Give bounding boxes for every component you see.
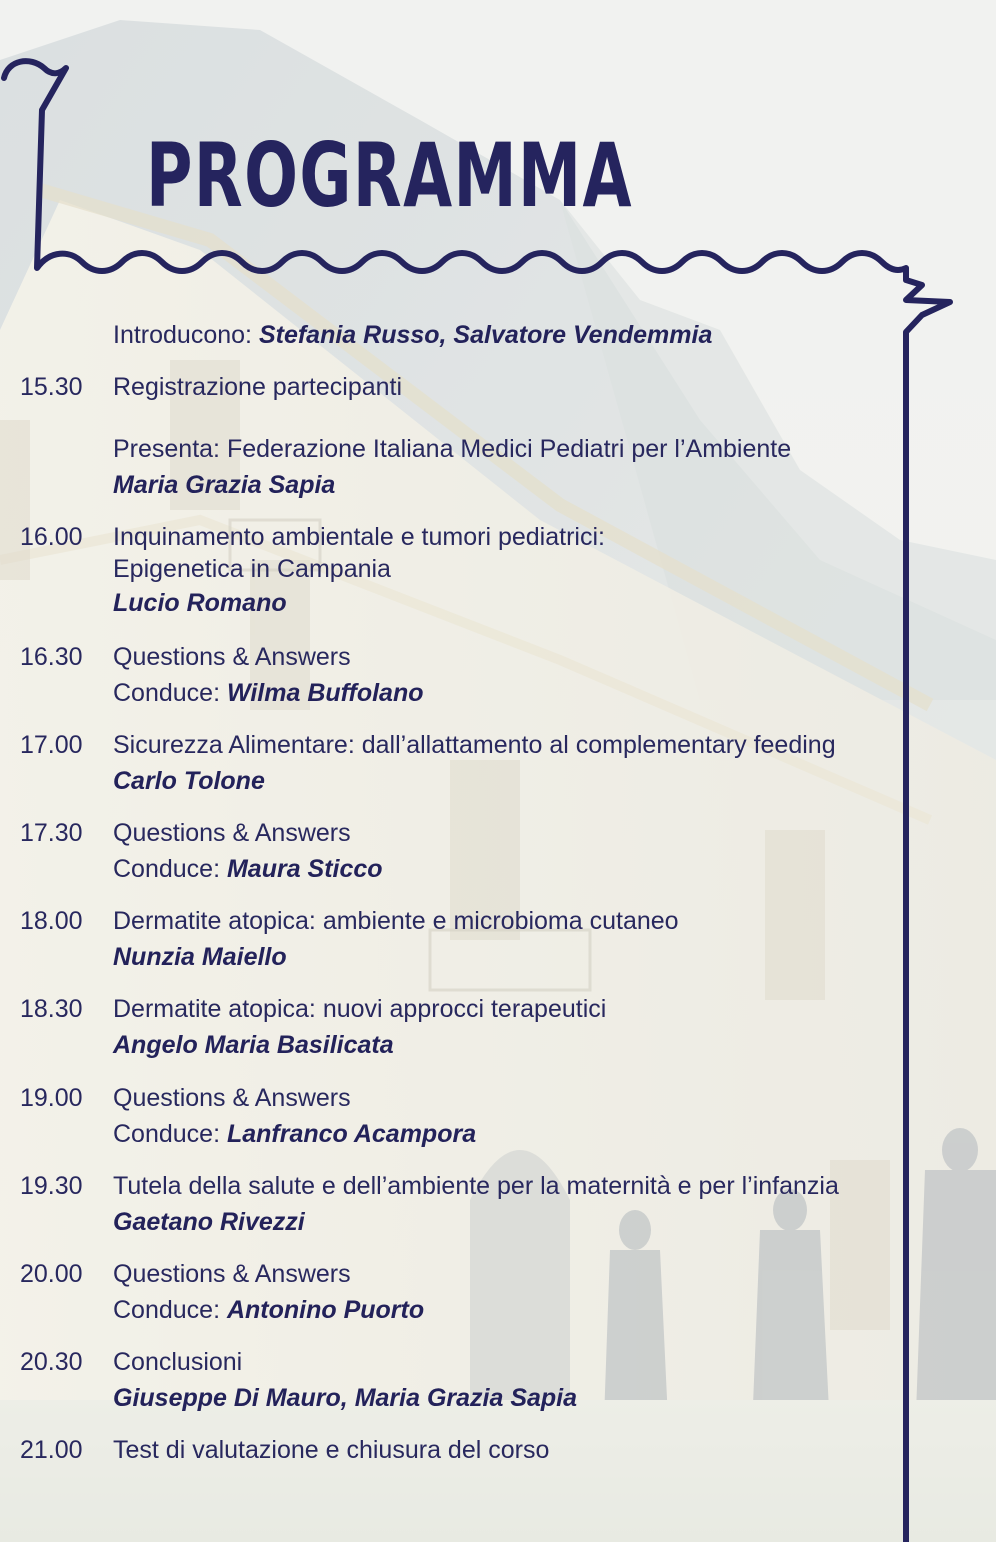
moderator-prefix: Conduce:: [113, 855, 227, 883]
session-title: Sicurezza Alimentare: dall’allattamento al complementary feeding: [113, 731, 836, 759]
session-speaker: Maura Sticco: [226, 855, 383, 883]
intro-prefix: Introducono:: [113, 321, 259, 349]
session-speaker: Carlo Tolone: [113, 767, 265, 795]
session-speaker: Giuseppe Di Mauro, Maria Grazia Sapia: [113, 1384, 578, 1412]
schedule-time: 19.30: [20, 1172, 83, 1200]
session-speaker: Lanfranco Acampora: [226, 1120, 477, 1148]
schedule-time: 16.00: [20, 523, 83, 551]
schedule-time: 19.00: [20, 1084, 83, 1112]
moderator-prefix: Conduce:: [113, 1120, 227, 1148]
session-speaker: Maria Grazia Sapia: [113, 471, 336, 499]
schedule-time: 18.00: [20, 907, 83, 935]
session-title: Inquinamento ambientale e tumori pediatrici:: [113, 523, 605, 551]
session-speaker: Angelo Maria Basilicata: [113, 1031, 394, 1059]
session-speaker: Antonino Puorto: [226, 1296, 425, 1324]
session-title: Presenta: Federazione Italiana Medici Pediatri per l’Ambiente: [113, 435, 792, 463]
schedule-time: 15.30: [20, 373, 83, 401]
session-title: Test di valutazione e chiusura del corso: [113, 1436, 550, 1464]
session-title-line2: Epigenetica in Campania: [113, 555, 391, 583]
session-title: Dermatite atopica: nuovi approcci terapeutici: [113, 995, 607, 1023]
schedule-time: 20.00: [20, 1260, 83, 1288]
schedule-time: 21.00: [20, 1436, 83, 1464]
page-title: PROGRAMMA: [146, 124, 634, 227]
schedule-time: 16.30: [20, 643, 83, 671]
session-title: Questions & Answers: [113, 1260, 351, 1288]
session-title: Questions & Answers: [113, 1084, 351, 1112]
schedule-time: 18.30: [20, 995, 83, 1023]
session-title: Dermatite atopica: ambiente e microbioma cutaneo: [113, 907, 679, 935]
moderator-prefix: Conduce:: [113, 1296, 227, 1324]
session-speaker: Wilma Buffolano: [226, 679, 424, 707]
moderator-prefix: Conduce:: [113, 679, 227, 707]
session-title: Conclusioni: [113, 1348, 243, 1376]
session-title: Questions & Answers: [113, 643, 351, 671]
session-speaker: Nunzia Maiello: [113, 943, 287, 971]
schedule-time: 20.30: [20, 1348, 83, 1376]
session-title: Registrazione partecipanti: [113, 373, 403, 401]
intro-names: Stefania Russo, Salvatore Vendemmia: [258, 321, 713, 349]
session-title: Tutela della salute e dell’ambiente per la maternità e per l’infanzia: [113, 1172, 839, 1200]
session-title: Questions & Answers: [113, 819, 351, 847]
schedule-time: 17.00: [20, 731, 83, 759]
session-speaker: Gaetano Rivezzi: [113, 1208, 305, 1236]
schedule-time: 17.30: [20, 819, 83, 847]
session-speaker: Lucio Romano: [113, 589, 287, 617]
